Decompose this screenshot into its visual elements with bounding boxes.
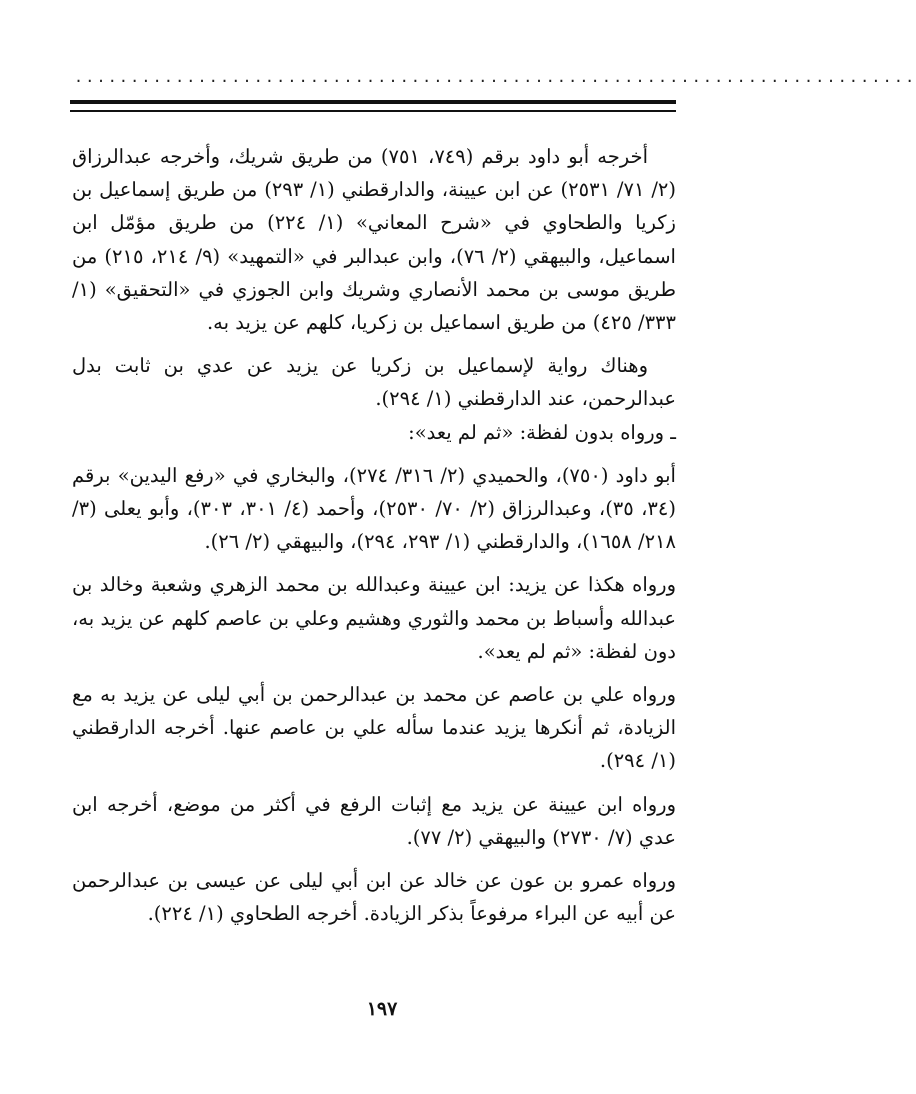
paragraph-without-phrase-sources: أبو داود (٧٥٠)، والحميدي (٢/ ٣١٦/ ٢٧٤)، والبخاري في «رفع اليدين» برقم (٣٤، ٣٥)، وعبدالرزاق (٢/ ٧٠/ ٢٥٣٠)، وأحمد (٤/ ٣٠١، ٣٠٣)، وأبو يعلى (٣/ ٢١٨/ ١٦٥٨)، والدارقطني (١/ ٢٩٣، ٢٩٤)، والبيهقي (٢/ ٢٦). <box>72 463 676 554</box>
paragraph-takhrij-main: أخرجه أبو داود برقم (٧٤٩، ٧٥١) من طريق شريك، وأخرجه عبدالرزاق (٢/ ٧١/ ٢٥٣١) عن ابن عيينة، والدارقطني (١/ ٢٩٣) من طريق إسماعيل بن زكريا والطحاوي في «شرح المعاني» (١/ ٢٢٤) من طريق مؤمّل ابن اسماعيل، والبيهقي (٢/ ٧٦)، وابن عبدالبر في «التمهيد» (٩/ ٢١٤، ٢١٥) من طريق موسى بن محمد الأنصاري وشريك وابن الجوزي في «التحقيق» (١/ ٣٣٣/ ٤٢٥) من طريق اسماعيل بن زكريا، كلهم عن يزيد به. <box>72 145 676 335</box>
footnote-body <box>72 140 676 930</box>
paragraph-ali-bin-asim: ورواه علي بن عاصم عن محمد بن عبدالرحمن بن أبي ليلى عن يزيد به مع الزيادة، ثم أنكرها يزيد عندما سأله علي بن عاصم عنها. أخرجه الدارقطني (١/ ٢٩٤). <box>72 683 676 773</box>
page-number: ١٩٧ <box>366 998 398 1020</box>
paragraph-without-phrase-heading: ـ ورواه بدون لفظة: «ثم لم يعد»: <box>408 420 676 444</box>
paragraph-amr-bin-awn: ورواه عمرو بن عون عن خالد عن ابن أبي ليلى عن عيسى بن عبدالرحمن عن أبيه عن البراء مرفوعاً بذكر الزيادة. أخرجه الطحاوي (١/ ٢٢٤). <box>72 869 676 926</box>
header-dotted-line: ........................................................................... <box>74 68 916 86</box>
paragraph-ismail-riwaya: وهناك رواية لإسماعيل بن زكريا عن يزيد عن عدي بن ثابت بدل عبدالرحمن، عند الدارقطني (١/ ٢٩٤). <box>72 354 676 411</box>
paragraph-ibn-uyayna: ورواه ابن عيينة عن يزيد مع إثبات الرفع في أكثر من موضع، أخرجه ابن عدي (٧/ ٢٧٣٠) والبيهقي (٢/ ٧٧). <box>72 792 677 849</box>
header-rule-thick <box>70 100 676 104</box>
paragraph-narrators-list: ورواه هكذا عن يزيد: ابن عيينة وعبدالله بن محمد الزهري وشعبة وخالد بن عبدالله وأسباط بن محمد والثوري وهشيم وعلي بن عاصم كلهم عن يزيد به، دون لفظة: «ثم لم يعد». <box>72 573 676 663</box>
header-rule-thin <box>70 110 676 112</box>
